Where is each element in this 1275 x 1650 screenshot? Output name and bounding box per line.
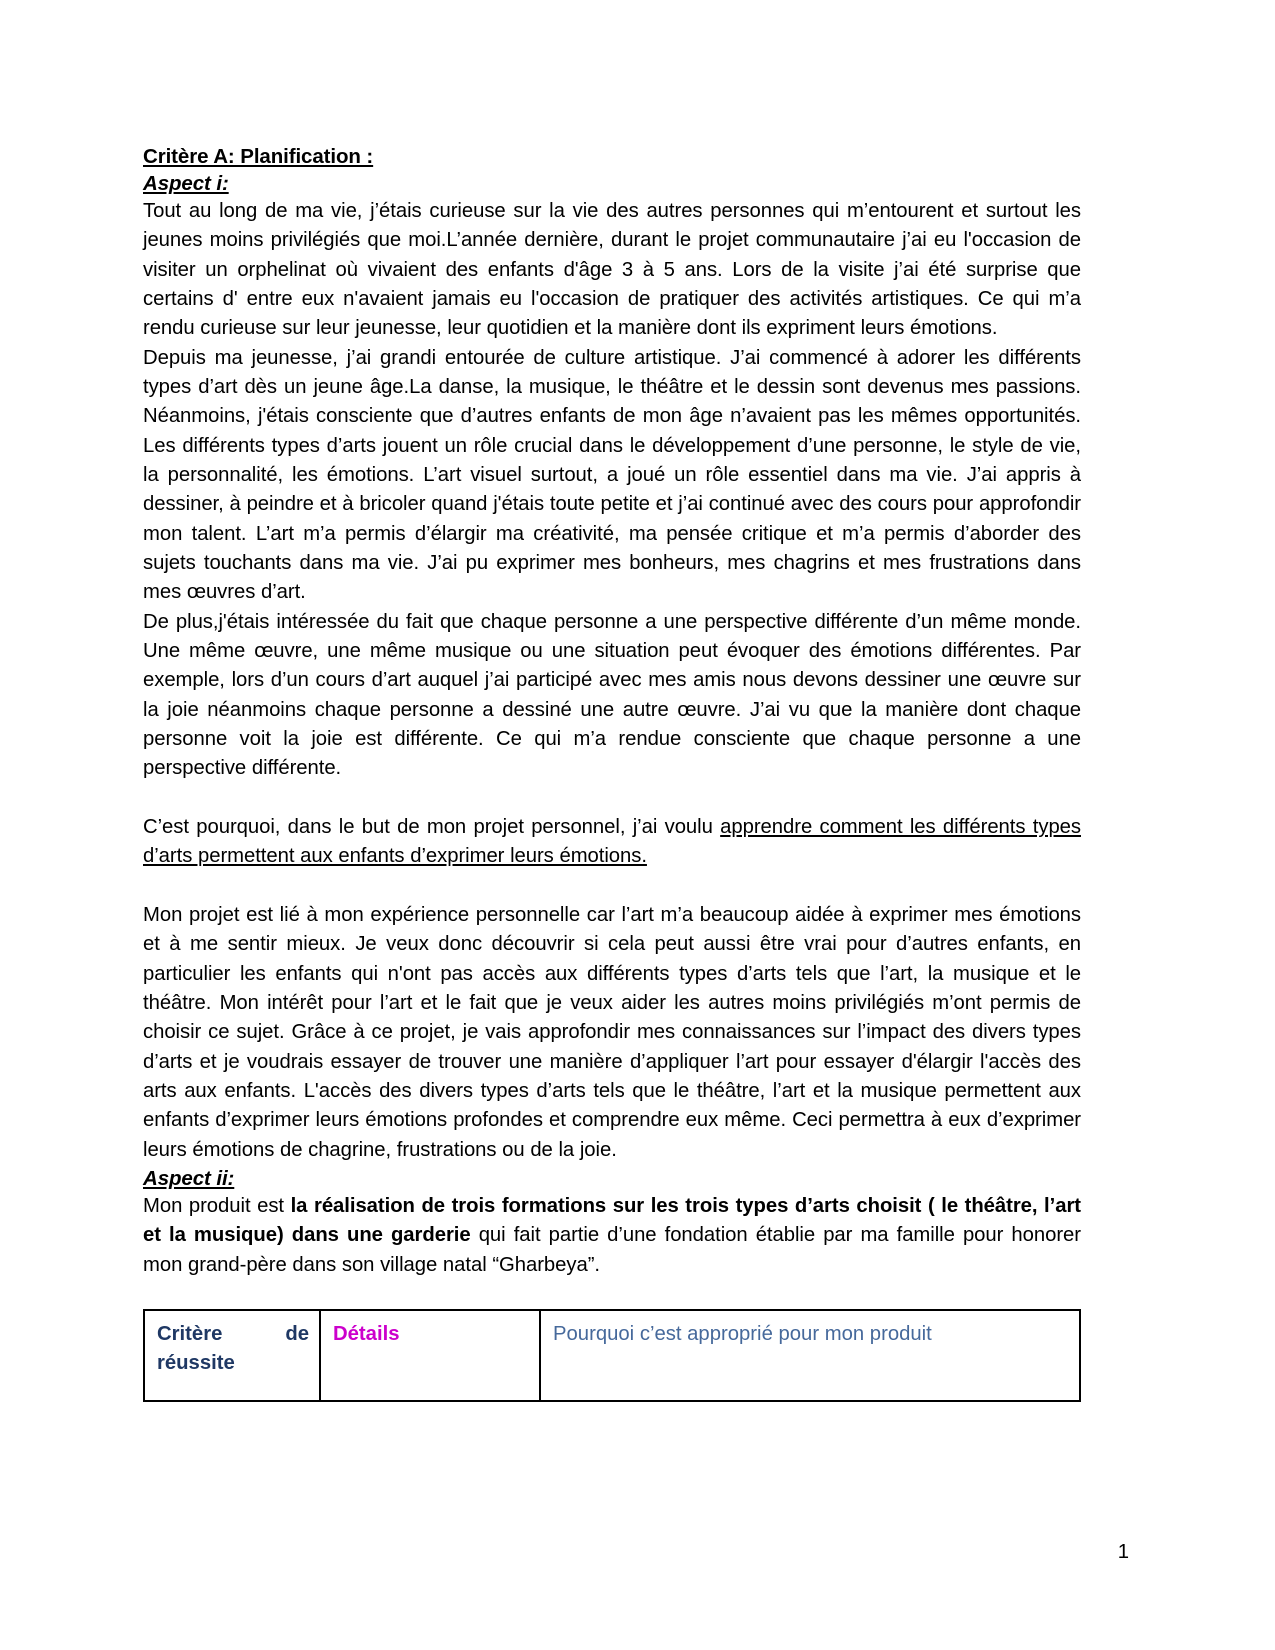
heading-aspect-ii: Aspect ii: — [143, 1166, 235, 1190]
paragraph-spacer — [143, 784, 1081, 813]
heading-aspect-i: Aspect i: — [143, 172, 229, 196]
table-cell-pourquoi-header — [540, 1310, 1080, 1401]
table-row — [144, 1310, 1080, 1401]
paragraph-product-description — [143, 1192, 1081, 1280]
table-cell-details-header — [320, 1310, 540, 1401]
product-bold: la réalisation de trois formations sur les trois types d’arts choisit ( le théâtre, l’art et la musique) dans une garderie — [143, 1194, 1081, 1247]
goal-statement-underlined: apprendre comment les différents types d’arts permettent aux enfants d’exprimer leurs émotions. — [143, 815, 1081, 868]
page-number: 1 — [1117, 1541, 1129, 1563]
heading-critere-a: Critère A: Planification : — [143, 145, 374, 168]
product-tail: qui fait partie d’une fondation établie par ma famille pour honorer mon grand-père dans son village natal “Gharbeya”. — [143, 1224, 1081, 1276]
paragraph-project-rationale: Mon projet est lié à mon expérience personnelle car l’art m’a beaucoup aidée à exprimer mes émotions et à me sentir mieux. Je veux donc découvrir si cela peut aussi être vrai pour d’autres enfants, en particulier les enfants qui n'ont pas accès aux différents types d’arts tels que l’art, la musique et le théâtre. Mon intérêt pour l’art et le fait que je veux aider les autres moins privilégiés m’ont permis de choisir ce sujet. Grâce à ce projet, je vais approfondir mes connaissances sur l’impact des divers types d’arts et je voudrais essayer de trouver une manière d’appliquer l’art pour essayer d'élargir l'accès des arts aux enfants. L'accès des divers types d’arts tels que le théâtre, l’art et la musique permettent aux enfants d’exprimer leurs émotions profondes et comprendre eux même. Ceci permettra à eux d’exprimer leurs émotions de chagrine, frustrations ou de la joie. — [143, 903, 1081, 1161]
paragraph-spacer-2 — [143, 872, 1081, 901]
paragraph-perspectives: De plus,j'étais intéressée du fait que chaque personne a une perspective différente d’un même monde. Une même œuvre, une même musique ou une situation peut évoquer des émotions différentes. Par exemple, lors d’un cours d’art auquel j’ai participé avec mes amis nous devons dessiner une œuvre sur la joie néanmoins chaque personne a dessiné une autre œuvre. J’ai vu que la manière dont chaque personne voit la joie est différente. Ce qui m’a rendue consciente que chaque personne a une perspective différente. — [143, 610, 1081, 780]
goal-statement-lead: C’est pourquoi, dans le but de mon projet personnel, j’ai voulu — [143, 815, 721, 838]
table-header-pourquoi: Pourquoi c’est approprié pour mon produit — [553, 1322, 932, 1345]
table-cell-critere-header — [144, 1310, 320, 1401]
table-header-critere-line1: Critère de — [157, 1322, 309, 1345]
success-criteria-table — [143, 1309, 1081, 1402]
table-header-details: Détails — [333, 1322, 400, 1345]
document-body — [143, 143, 1081, 1402]
product-lead: Mon produit est — [143, 1194, 291, 1217]
paragraph-artistic-upbringing: Depuis ma jeunesse, j’ai grandi entourée de culture artistique. J’ai commencé à adorer les différents types d’art dès un jeune âge.La danse, la musique, le théâtre et le dessin sont devenus mes passions. Néanmoins, j'étais consciente que d’autres enfants de mon âge n’avaient pas les mêmes opportunités. Les différents types d’arts jouent un rôle crucial dans le développement d’une personne, le style de vie, la personnalité, les émotions. L’art visuel surtout, a joué un rôle essentiel dans ma vie. J’ai appris à dessiner, à peindre et à bricoler quand j'étais toute petite et j’ai continué avec des cours pour approfondir mon talent. L’art m’a permis d’élargir ma créativité, ma pensée critique et m’a permis d’aborder des sujets touchants dans ma vie. J’ai pu exprimer mes bonheurs, mes chagrins et mes frustrations dans mes œuvres d’art. — [143, 346, 1081, 604]
paragraph-goal-statement — [143, 813, 1081, 872]
paragraph-motivation-orphanage: Tout au long de ma vie, j’étais curieuse sur la vie des autres personnes qui m’entourent et surtout les jeunes moins privilégiés que moi.L’année dernière, durant le projet communautaire j’ai eu l'occasion de visiter un orphelinat où vivaient des enfants d'âge 3 à 5 ans. Lors de la visite j’ai été surprise que certains d' entre eux n'avaient jamais eu l'occasion de pratiquer des activités artistiques. Ce qui m’a rendu curieuse sur leur jeunesse, leur quotidien et la manière dont ils expriment leurs émotions. — [143, 200, 1081, 340]
success-criteria-table-wrap — [143, 1309, 1081, 1402]
table-header-critere-line2: réussite — [157, 1351, 235, 1374]
